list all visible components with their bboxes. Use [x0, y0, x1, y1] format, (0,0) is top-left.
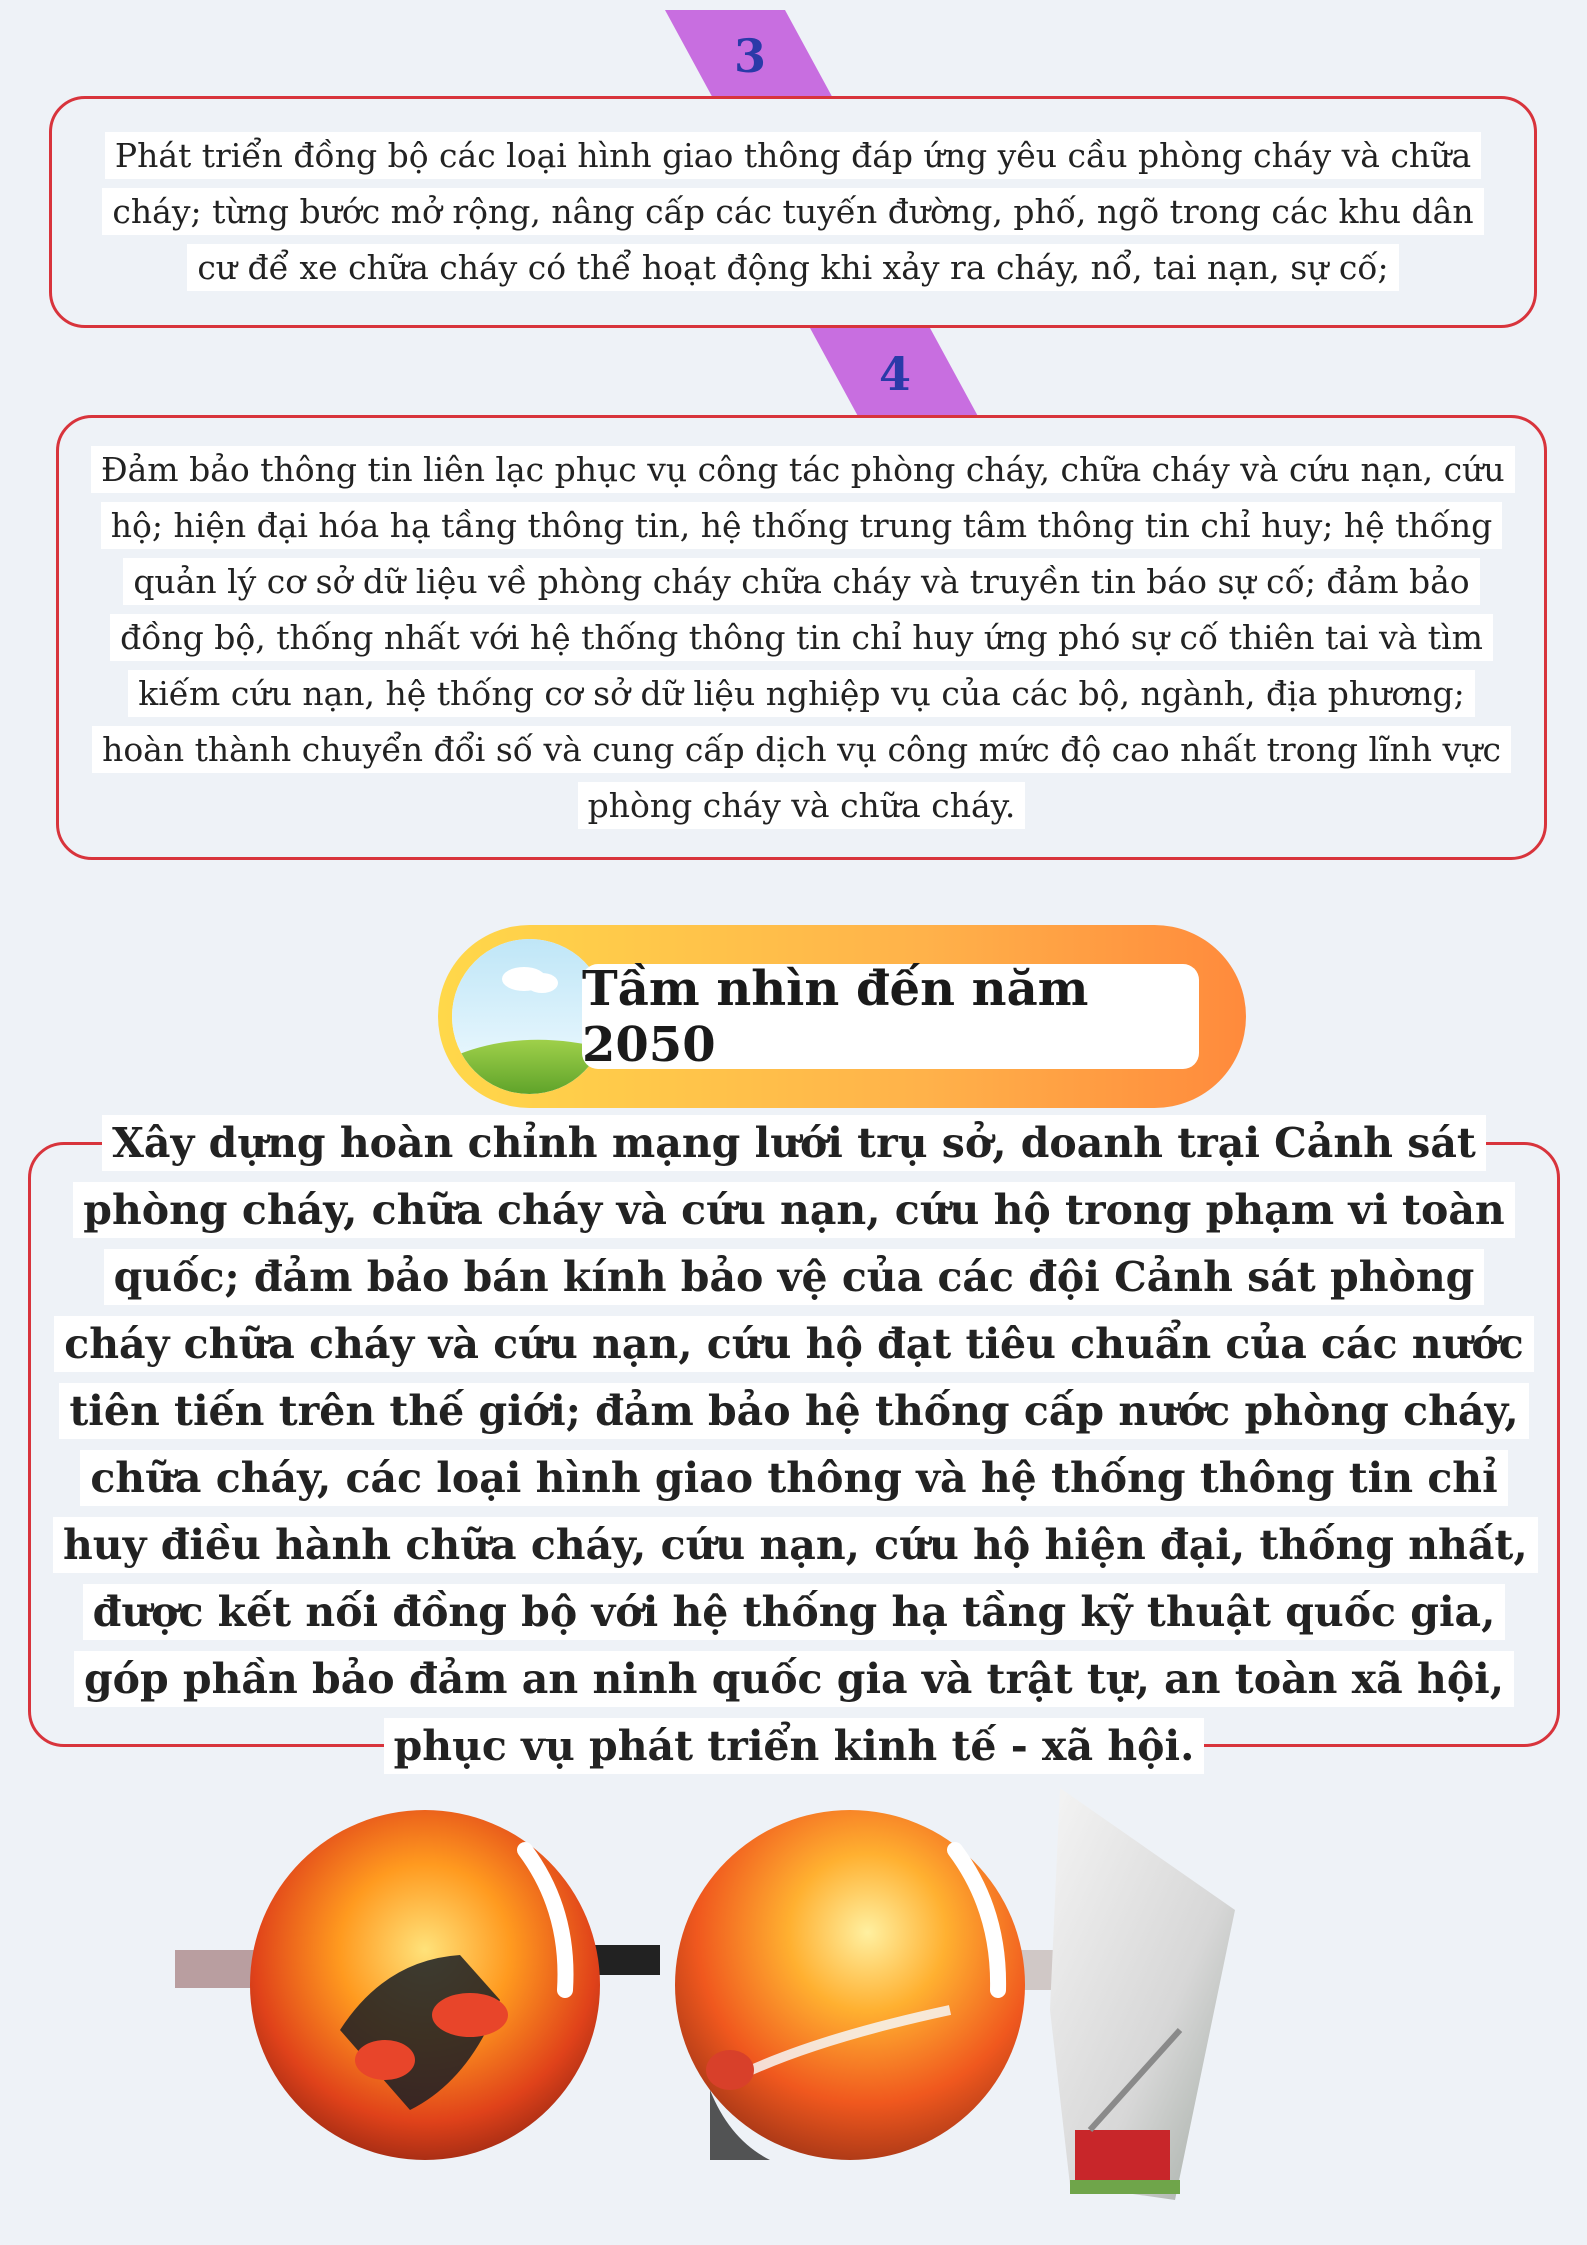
section-4-tab: [810, 328, 980, 420]
section-3-text: Phát triển đồng bộ các loại hình giao thông đáp ứng yêu cầu phòng cháy và chữa cháy; từng bước mở rộng, nâng cấp các tuyến đường, phố, ngõ trong các khu dân cư để xe chữa cháy có thể hoạt động khi xảy ra cháy, nổ, tai nạn, sự cố;: [102, 132, 1483, 291]
section-4-number: 4: [878, 347, 911, 401]
firefighting-glasses-illustration: [170, 1780, 1410, 2200]
section-4-box: [56, 415, 1547, 860]
vision-title: Tầm nhìn đến năm 2050: [582, 964, 1199, 1069]
section-3-tab: [665, 10, 835, 102]
section-3-number: 3: [733, 29, 766, 83]
vision-banner: [438, 925, 1246, 1108]
vision-box: [28, 1118, 1560, 1770]
section-3-box: [49, 96, 1537, 328]
section-4-text: Đảm bảo thông tin liên lạc phục vụ công tác phòng cháy, chữa cháy và cứu nạn, cứu hộ; hiện đại hóa hạ tầng thông tin, hệ thống trung tâm thông tin chỉ huy; hệ thống quản lý cơ sở dữ liệu về phòng cháy chữa cháy và truyền tin báo sự cố; đảm bảo đồng bộ, thống nhất với hệ thống thông tin chỉ huy ứng phó sự cố thiên tai và tìm kiếm cứu nạn, hệ thống cơ sở dữ liệu nghiệp vụ của các bộ, ngành, địa phương; hoàn thành chuyển đổi số và cung cấp dịch vụ công mức độ cao nhất trong lĩnh vực phòng cháy và chữa cháy.: [91, 446, 1515, 829]
vision-text: Xây dựng hoàn chỉnh mạng lưới trụ sở, doanh trại Cảnh sát phòng cháy, chữa cháy và cứu nạn, cứu hộ trong phạm vi toàn quốc; đảm bảo bán kính bảo vệ của các đội Cảnh sát phòng cháy chữa cháy và cứu nạn, cứu hộ đạt tiêu chuẩn của các nước tiên tiến trên thế giới; đảm bảo hệ thống cấp nước phòng cháy, chữa cháy, các loại hình giao thông và hệ thống thông tin chỉ huy điều hành chữa cháy, cứu nạn, cứu hộ hiện đại, thống nhất, được kết nối đồng bộ với hệ thống hạ tầng kỹ thuật quốc gia, góp phần bảo đảm an ninh quốc gia và trật tự, an toàn xã hội, phục vụ phát triển kinh tế - xã hội.: [53, 1115, 1538, 1774]
